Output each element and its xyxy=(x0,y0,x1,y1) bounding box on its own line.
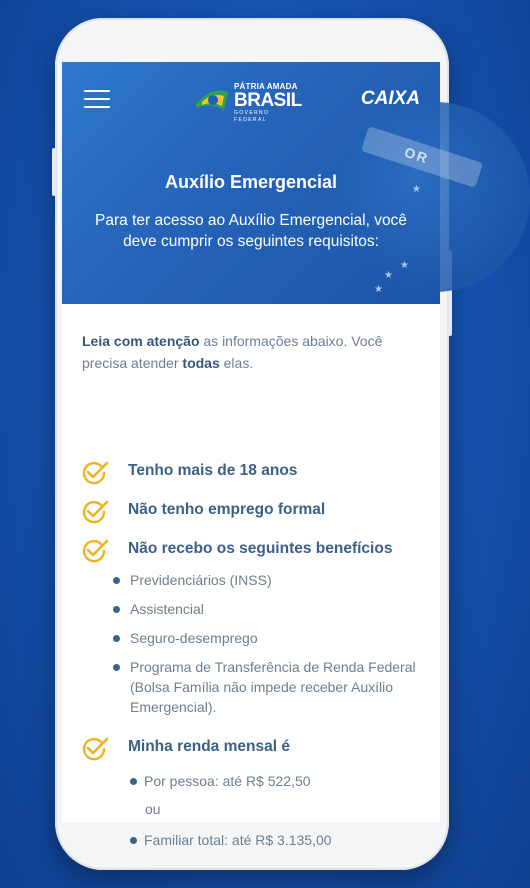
requirement-label: Não recebo os seguintes benefícios xyxy=(128,540,393,557)
intro-paragraph xyxy=(82,330,422,374)
bullet-icon xyxy=(113,635,120,642)
star-decoration: ★ xyxy=(374,284,383,295)
caixa-logo: CAIXA xyxy=(360,88,420,109)
star-decoration: ★ xyxy=(384,270,393,281)
list-item xyxy=(144,830,434,850)
brand-line1: PÁTRIA AMADA xyxy=(234,82,298,91)
list-item xyxy=(130,599,420,619)
intro-text-end: elas. xyxy=(219,355,254,371)
requirement-label: Minha renda mensal é xyxy=(128,738,290,755)
list-item xyxy=(144,771,434,791)
bullet-icon xyxy=(130,778,137,785)
requirement-label: Tenho mais de 18 anos xyxy=(128,462,298,479)
brazil-flag-icon xyxy=(194,84,230,112)
brand-line3: GOVERNO FEDERAL xyxy=(234,110,270,123)
bullet-icon xyxy=(113,577,120,584)
hero-banner xyxy=(62,62,440,304)
list-item-text: Seguro-desemprego xyxy=(130,630,258,646)
intro-emphasis: Leia com atenção xyxy=(82,333,200,349)
bullet-icon xyxy=(113,606,120,613)
list-item xyxy=(130,628,420,648)
brand-line2: BRASIL xyxy=(234,90,302,111)
app-screen xyxy=(62,62,440,848)
list-item xyxy=(130,570,420,590)
page-title: Auxílio Emergencial xyxy=(164,172,338,192)
separator-text: ou xyxy=(145,801,161,817)
list-item-text: Por pessoa: até R$ 522,50 xyxy=(144,773,311,789)
governo-federal-logo xyxy=(194,82,304,123)
page-subtitle: Para ter acesso ao Auxílio Emergencial, você deve cumprir os seguintes requisitos: xyxy=(95,212,407,250)
list-item-text: Programa de Transferência de Renda Federal (Bolsa Família não impede receber Auxílio Emergencial). xyxy=(130,659,416,715)
check-circle-icon xyxy=(80,499,110,523)
check-circle-icon xyxy=(80,538,110,562)
requirement-label: Não tenho emprego formal xyxy=(128,501,326,518)
intro-text: as informações abaixo. Você precisa atender xyxy=(82,333,383,371)
list-item xyxy=(130,657,420,717)
hamburger-menu-icon[interactable] xyxy=(84,90,112,110)
check-circle-icon xyxy=(80,736,110,760)
list-item-text: Assistencial xyxy=(130,601,204,617)
list-item-text: Previdenciários (INSS) xyxy=(130,572,272,588)
check-circle-icon xyxy=(80,460,110,484)
star-decoration: ★ xyxy=(400,260,409,271)
list-item-text: Familiar total: até R$ 3.135,00 xyxy=(144,832,332,848)
intro-emphasis-all: todas xyxy=(182,355,220,371)
bullet-icon xyxy=(113,664,120,671)
flag-band-decoration: OR xyxy=(361,126,483,188)
bullet-icon xyxy=(130,837,137,844)
phone-side-button xyxy=(52,148,56,196)
star-decoration: ★ xyxy=(412,184,421,195)
